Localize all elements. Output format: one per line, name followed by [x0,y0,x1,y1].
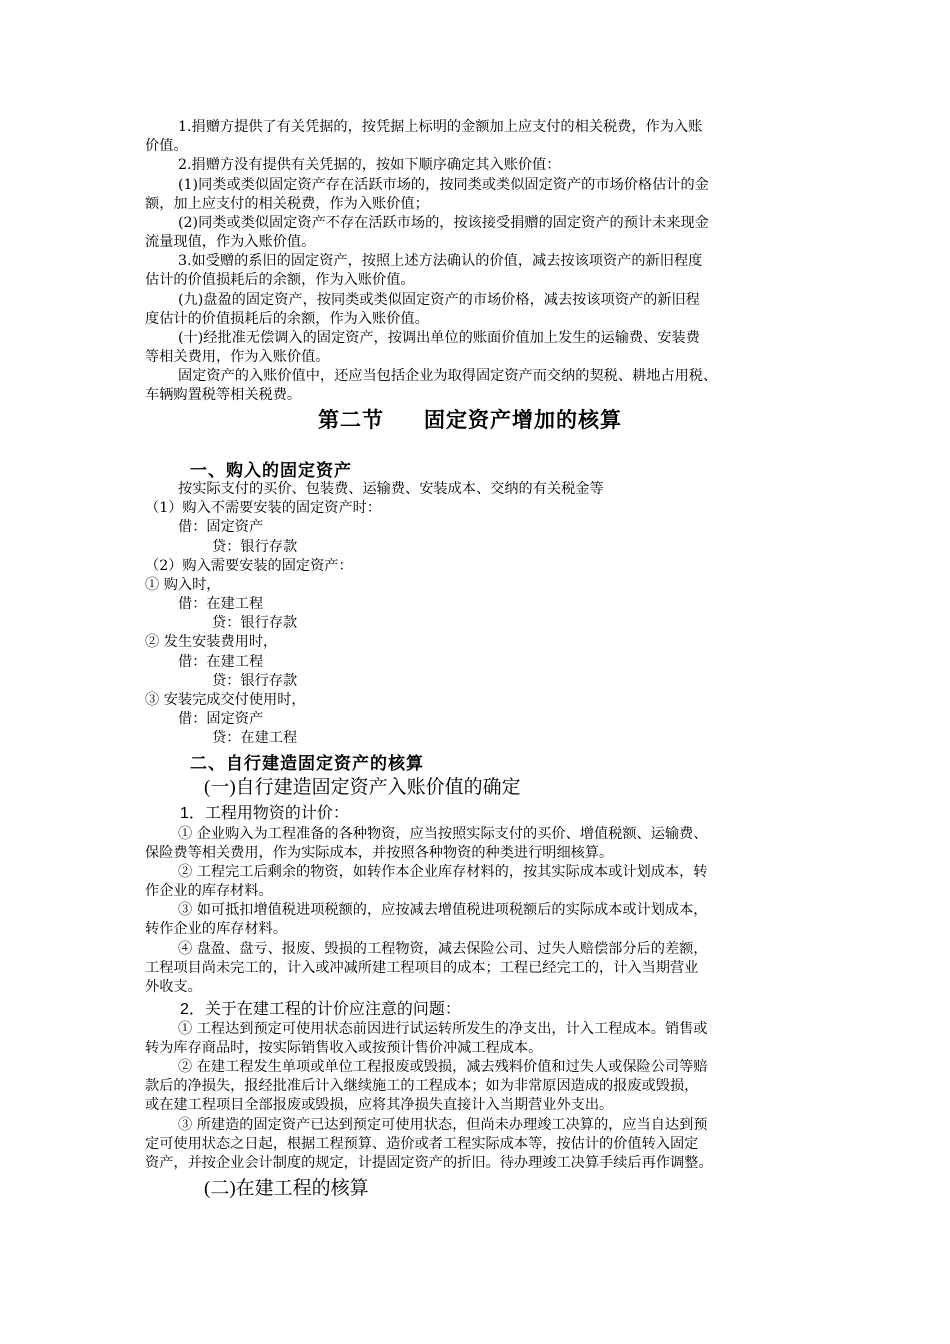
paragraph-line: ① 工程达到预定可使用状态前因进行试运转所发生的净支出，计入工程成本。销售或 [178,1021,708,1037]
section-number: 第二节 [318,407,384,432]
paragraph-line: ② 在建工程发生单项或单位工程报废或毁损，减去残料价值和过失人或保险公司等赔 [178,1059,708,1075]
journal-debit: 借：固定资产 [178,519,264,535]
paragraph-line: 或在建工程项目全部报废或毁损，应将其净损失直接计入当期营业外支出。 [145,1097,614,1113]
part1-heading: 一、购入的固定资产 [190,461,352,481]
section-title: 固定资产增加的核算 [424,407,622,432]
paragraph-line: 转作企业的库存材料。 [145,921,287,937]
item-heading: 1．工程用物资的计价： [180,805,349,822]
paragraph-line: ② 工程完工后剩余的物资，如转作本企业库存材料的，按其实际成本或计划成本，转 [178,864,708,880]
paragraph-line: （2）购入需要安装的固定资产： [145,558,353,574]
paragraph-line: 工程项目尚未完工的，计入或冲减所建工程项目的成本；工程已经完工的，计入当期营业 [145,960,699,976]
paragraph-line: 流量现值，作为入账价值。 [145,234,316,250]
paragraph-line: 等相关费用，作为入账价值。 [145,349,330,365]
paragraph-line: 资产，并按企业会计制度的规定，计提固定资产的折旧。待办理竣工决算手续后再作调整。 [145,1155,713,1171]
journal-debit: 借：固定资产 [178,711,264,727]
list-item: ① 购入时， [145,577,221,593]
paragraph-line: ③ 如可抵扣增值税进项税额的，应按减去增值税进项税额后的实际成本或计划成本， [178,902,708,918]
paragraph-line: 款后的净损失，报经批准后计入继续施工的工程成本；如为非常原因造成的报废或毁损， [145,1078,699,1094]
paragraph-line: 保险费等相关费用，作为实际成本，并按照各种物资的种类进行明细核算。 [145,845,614,861]
list-item: ③ 安装完成交付使用时， [145,692,306,708]
journal-debit: 借：在建工程 [178,654,264,670]
paragraph-line: 2.捐赠方没有提供有关凭据的，按如下顺序确定其入账价值： [178,157,561,173]
paragraph-line: 作企业的库存材料。 [145,883,273,899]
journal-credit: 贷：银行存款 [212,615,298,631]
paragraph-line: 1.捐赠方提供了有关凭据的，按凭据上标明的金额加上应支付的相关税费，作为入账 [178,119,703,135]
journal-credit: 贷：银行存款 [212,673,298,689]
part2-heading: 二、自行建造固定资产的核算 [190,754,424,774]
subsection-heading: (一)自行建造固定资产入账价值的确定 [204,777,521,798]
journal-debit: 借：在建工程 [178,596,264,612]
paragraph-line: 定可使用状态之日起，根据工程预算、造价或者工程实际成本等，按估计的价值转入固定 [145,1136,699,1152]
paragraph-line: 车辆购置税等相关税费。 [145,387,302,403]
paragraph-line: (九)盘盈的固定资产，按同类或类似固定资产的市场价格，减去按该项资产的新旧程 [178,292,700,308]
list-item: ② 发生安装费用时， [145,634,278,650]
paragraph-line: (1)同类或类似固定资产存在活跃市场的，按同类或类似固定资产的市场价格估计的金 [178,177,709,193]
paragraph-line: ① 企业购入为工程准备的各种物资，应当按照实际支付的买价、增值税额、运输费、 [178,826,708,842]
paragraph-line: 额，加上应支付的相关税费，作为入账价值； [145,196,429,212]
paragraph-line: 转为库存商品时，按实际销售收入或按预计售价冲减工程成本。 [145,1040,543,1056]
journal-credit: 贷：银行存款 [212,539,298,555]
paragraph-line: 度估计的价值损耗后的余额，作为入账价值。 [145,311,429,327]
paragraph-line: 固定资产的入账价值中，还应当包括企业为取得固定资产而交纳的契税、耕地占用税、 [178,368,718,384]
paragraph-line: 估计的价值损耗后的余额，作为入账价值。 [145,272,415,288]
item-heading: 2．关于在建工程的计价应注意的问题： [180,1001,461,1018]
subsection-heading: (二)在建工程的核算 [204,1178,369,1199]
paragraph-line: ③ 所建造的固定资产已达到预定可使用状态，但尚未办理竣工决算的，应当自达到预 [178,1117,708,1133]
paragraph-line: ④ 盘盈、盘亏、报废、毁损的工程物资，减去保险公司、过失人赔偿部分后的差额， [178,941,708,957]
paragraph-line: 外收支。 [145,979,202,995]
section-heading [318,404,622,434]
paragraph-line: (2)同类或类似固定资产不存在活跃市场的，按该接受捐赠的固定资产的预计未来现金 [178,215,709,231]
paragraph-line: 价值。 [145,138,188,154]
paragraph-line: 3.如受赠的系旧的固定资产，按照上述方法确认的价值，减去按该项资产的新旧程度 [178,253,703,269]
paragraph-line: 按实际支付的买价、包装费、运输费、安装成本、交纳的有关税金等 [178,481,604,497]
journal-credit: 贷：在建工程 [212,730,298,746]
paragraph-line: （1）购入不需要安装的固定资产时： [145,500,382,516]
paragraph-line: (十)经批准无偿调入的固定资产，按调出单位的账面价值加上发生的运输费、安装费 [178,330,700,346]
